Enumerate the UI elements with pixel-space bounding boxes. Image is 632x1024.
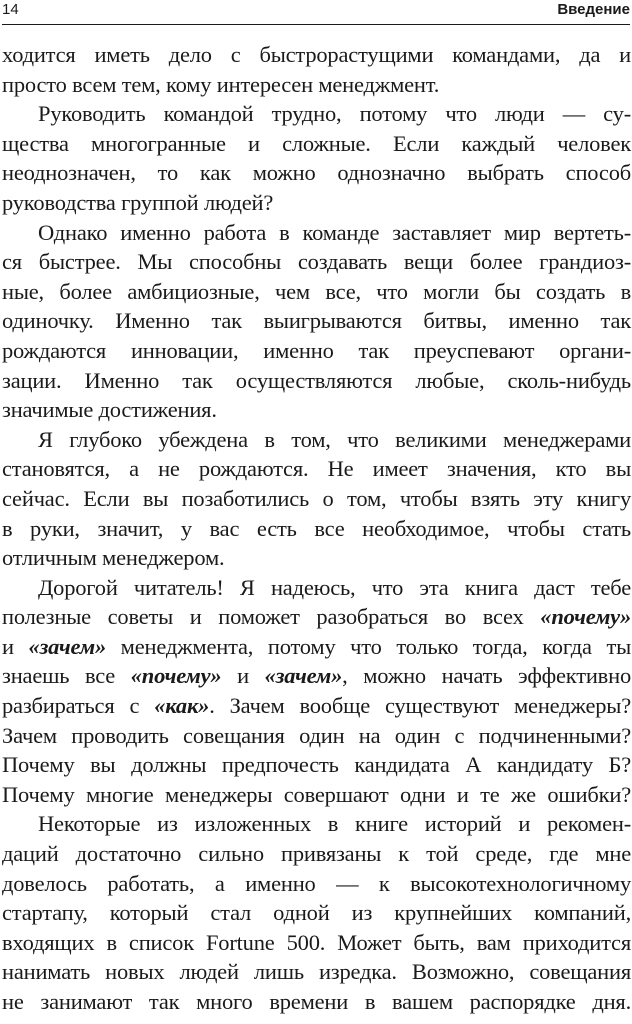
text-line: ные, более амбициозные, чем все, что могли бы создать в bbox=[2, 278, 631, 304]
text-line: не занимают так много времени в вашем распорядке дня. bbox=[2, 989, 631, 1014]
text-line: руководства группой людей? bbox=[2, 189, 274, 215]
text-line: ся быстрее. Мы способны создавать вещи более грандиоз- bbox=[2, 249, 631, 275]
text-line: просто всем тем, кому интересен менеджмент. bbox=[2, 71, 440, 97]
text-line: Я глубоко убеждена в том, что великими менеджерами bbox=[38, 426, 631, 452]
text-line: стартапу, который стал одной из крупнейших компаний, bbox=[2, 900, 631, 926]
running-head: Введение bbox=[557, 1, 630, 18]
text-line: сейчас. Если вы позаботились о том, чтобы взять эту книгу bbox=[2, 485, 631, 511]
text-line: даций достаточно сильно привязаны к той среде, где мне bbox=[2, 841, 631, 867]
text-line: Руководить командой трудно, потому что люди — су- bbox=[38, 101, 631, 127]
text-line: входящих в список Fortune 500. Может быть, вам приходится bbox=[2, 929, 631, 955]
text-line: зации. Именно так осуществляются любые, сколь-нибудь bbox=[2, 367, 631, 393]
text-line: одиночку. Именно так выигрываются битвы, именно так bbox=[2, 308, 631, 334]
text-line: Почему вы должны предпочесть кандидата А кандидату Б? bbox=[2, 752, 631, 778]
text-line: ходится иметь дело с быстрорастущими командами, да и bbox=[2, 42, 631, 67]
text-line: в руки, значит, у вас есть все необходимое, чтобы стать bbox=[2, 515, 631, 541]
emphasized-term: «как» bbox=[154, 693, 210, 719]
emphasized-term: «зачем» bbox=[264, 663, 343, 689]
text-line: разбираться с «как». Зачем вообще существуют менеджеры? bbox=[2, 693, 631, 719]
text-line: знаешь все «почему» и «зачем», можно начать эффективно bbox=[2, 663, 631, 689]
text-line: довелось работать, а именно — к высокотехнологичному bbox=[2, 870, 631, 896]
text-line: полезные советы и поможет разобраться во всех «почему» bbox=[2, 604, 631, 630]
text-line: Однако именно работа в команде заставляет мир вертеть- bbox=[38, 219, 631, 245]
text-line: Некоторые из изложенных в книге историй и рекомен- bbox=[38, 811, 631, 837]
body-text bbox=[2, 40, 631, 1017]
emphasized-term: «зачем» bbox=[28, 633, 106, 659]
text-line: рождаются инновации, именно так преуспевают органи- bbox=[2, 337, 631, 363]
page-header bbox=[2, 0, 630, 25]
page-number: 14 bbox=[2, 1, 19, 18]
text-line: и «зачем» менеджмента, потому что только тогда, когда ты bbox=[2, 633, 631, 659]
emphasized-term: «почему» bbox=[540, 604, 631, 630]
text-line: становятся, а не рождаются. Не имеет значения, кто вы bbox=[2, 456, 631, 482]
text-line: отличным менеджером. bbox=[2, 545, 225, 571]
text-line: Почему многие менеджеры совершают одни и те же ошибки? bbox=[2, 781, 631, 807]
text-line: Зачем проводить совещания один на один с подчиненными? bbox=[2, 722, 631, 748]
text-line: щества многогранные и сложные. Если каждый человек bbox=[2, 130, 631, 156]
text-line: значимые достижения. bbox=[2, 397, 217, 423]
text-line: Дорогой читатель! Я надеюсь, что эта книга даст тебе bbox=[38, 574, 631, 600]
text-line: неоднозначен, то как можно однозначно выбрать способ bbox=[2, 160, 631, 186]
text-line: нанимать новых людей лишь изредка. Возможно, совещания bbox=[2, 959, 631, 985]
emphasized-term: «почему» bbox=[130, 663, 222, 689]
